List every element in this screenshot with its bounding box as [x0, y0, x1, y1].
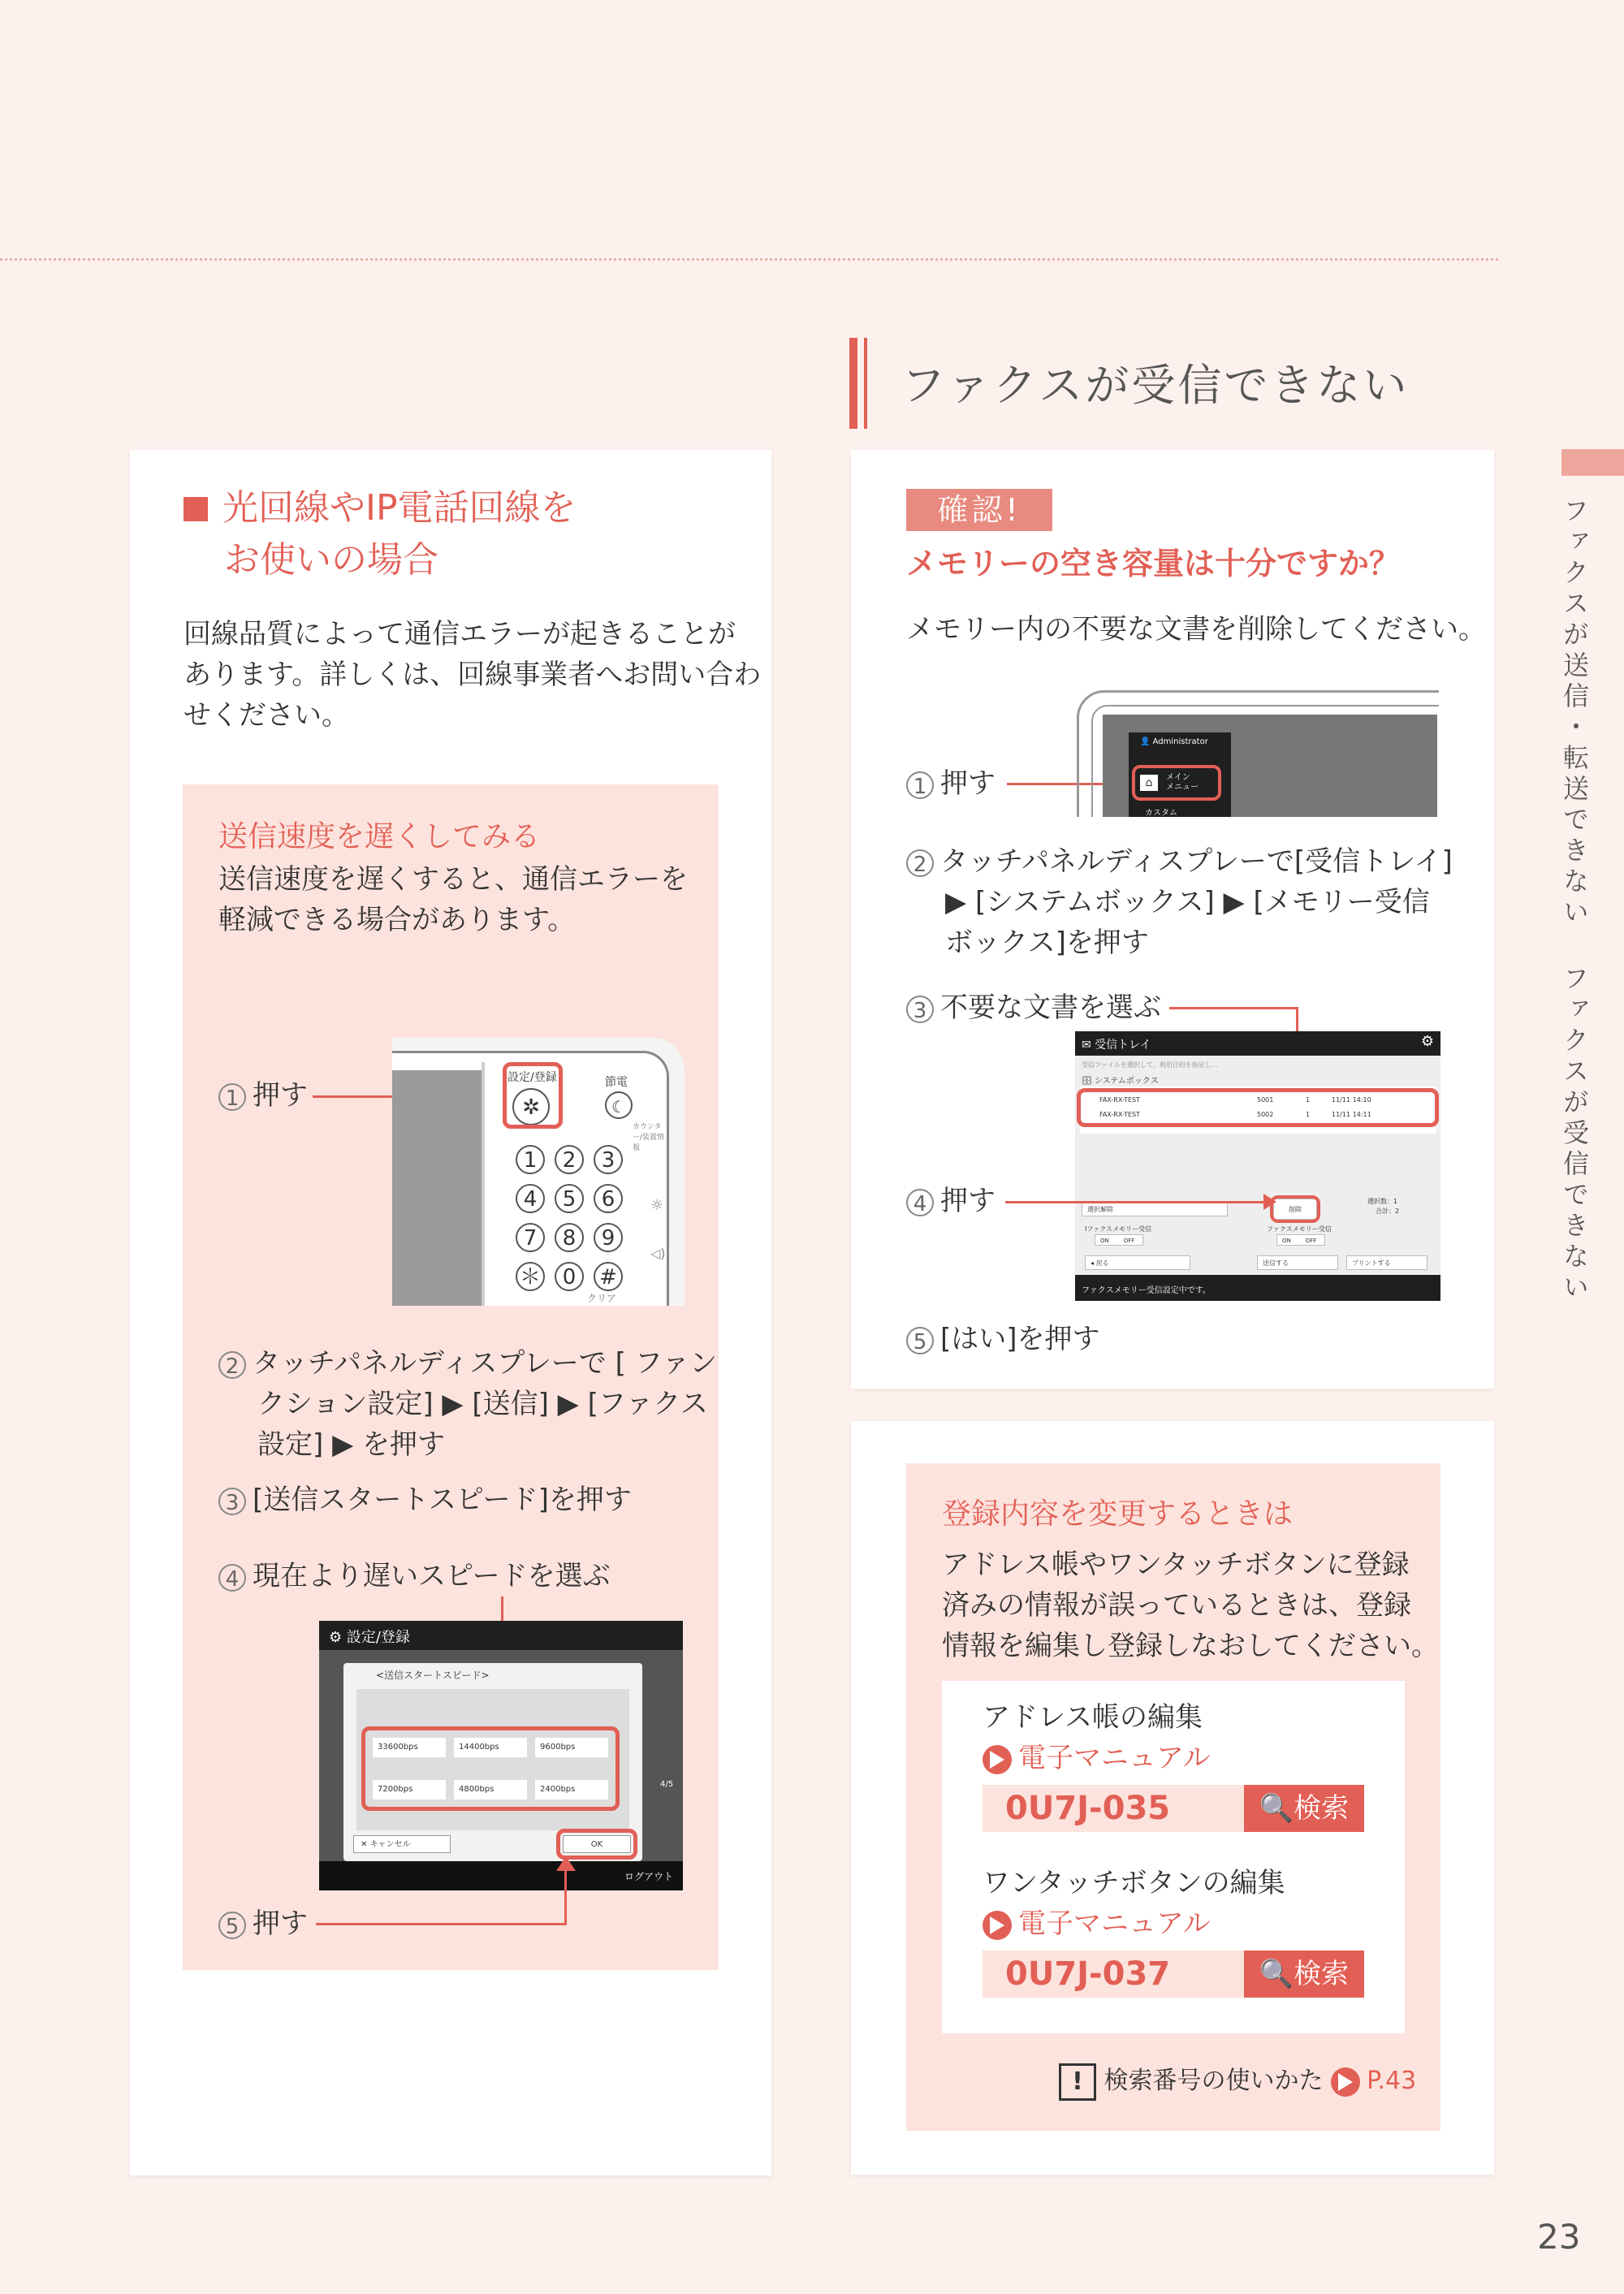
- check-badge: 確認!: [906, 489, 1052, 531]
- inbox-row-2-time: 11/11 14:11: [1332, 1111, 1371, 1118]
- speed-options-highlight: [361, 1726, 620, 1811]
- custom-label: カスタム: [1145, 809, 1177, 817]
- left-body: 回線品質によって通信エラーが起きることが あります。詳しくは、回線事業者へお問い合わ せください。: [184, 618, 762, 732]
- key-5[interactable]: 5: [555, 1184, 584, 1213]
- onetouch-code: 0U7J-037: [1005, 1955, 1171, 1993]
- mem-step-3-line: [1169, 1007, 1298, 1009]
- inbox-row-1-name[interactable]: FAX-RX-TEST: [1099, 1096, 1141, 1104]
- onetouch-id-box: [983, 1951, 1364, 1998]
- edit-title: 登録内容を変更するときは: [942, 1497, 1294, 1531]
- ok-highlight: [556, 1829, 637, 1860]
- side-index-item-2: ファクスが受信できない: [1559, 965, 1590, 1304]
- book-icon: !: [1059, 2063, 1096, 2101]
- side-index-item-1: ファクスが送信・転送できない: [1559, 497, 1590, 929]
- logout-label[interactable]: ログアウト: [624, 1871, 673, 1882]
- memory-panel: [851, 450, 1494, 1389]
- mem-step-4: 4 押す: [906, 1181, 996, 1221]
- page-number: 23: [1537, 2217, 1581, 2257]
- step-3: 3 [送信スタートスピード]を押す: [218, 1480, 632, 1520]
- cancel-button[interactable]: ✕ キャンセル: [353, 1835, 451, 1853]
- key-3[interactable]: 3: [594, 1145, 623, 1174]
- back-button[interactable]: ◂ 戻る: [1085, 1255, 1190, 1270]
- address-book-manual-link[interactable]: 電子マニュアル: [983, 1738, 1211, 1778]
- inbox-screenshot: [1075, 1031, 1440, 1301]
- tip-box: [183, 784, 719, 1970]
- settings-gear-icon[interactable]: ✲: [512, 1088, 550, 1125]
- print-button[interactable]: プリントする: [1346, 1255, 1427, 1270]
- mem-step-3: 3 不要な文書を選ぶ: [906, 987, 1161, 1028]
- delete-highlight: [1270, 1195, 1320, 1223]
- system-box-label: 🗄 システムボックス: [1082, 1077, 1159, 1086]
- section-title: ファクスが受信できない: [901, 360, 1410, 411]
- key-8[interactable]: 8: [555, 1223, 584, 1252]
- left-panel: [130, 450, 771, 2175]
- edit-box: [906, 1463, 1440, 2131]
- clear-label: クリア: [587, 1293, 617, 1304]
- key-9[interactable]: 9: [594, 1223, 623, 1252]
- memory-question: メモリーの空き容量は十分ですか？: [906, 546, 1401, 581]
- left-heading: 光回線やIP電話回線を お使いの場合: [184, 482, 577, 586]
- menu-user: 👤 Administrator: [1140, 737, 1208, 746]
- step-4: 4 現在より遅いスピードを選ぶ: [218, 1556, 611, 1596]
- step-2: 2 タッチパネルディスプレーで [ ファン クション設定] ▶ [送信] ▶ [ファクス 設定] ▶ を押す: [218, 1343, 717, 1465]
- address-book-id-box: [983, 1785, 1364, 1832]
- speed-option-4800[interactable]: 4800bps: [454, 1780, 527, 1799]
- home-icon: ⌂: [1140, 775, 1158, 791]
- key-7[interactable]: 7: [516, 1223, 545, 1252]
- tip-title: 送信速度を遅くしてみる: [218, 820, 541, 853]
- side-index-tab: [1561, 449, 1624, 476]
- selected-count: 選択数：1: [1367, 1198, 1398, 1205]
- faxmem-toggle[interactable]: ON OFF: [1276, 1234, 1325, 1246]
- inbox-gear-icon[interactable]: ⚙: [1420, 1033, 1434, 1050]
- step-1: 1 押す: [218, 1075, 308, 1116]
- inbox-row-2-pages: 1: [1306, 1111, 1311, 1118]
- step-5: 5 押す: [218, 1903, 308, 1944]
- control-panel-illustration: [392, 1038, 685, 1306]
- address-book-search-button[interactable]: 🔍検索: [1244, 1785, 1364, 1832]
- total-count: 合計：2: [1376, 1207, 1400, 1215]
- speed-option-14400[interactable]: 14400bps: [454, 1738, 527, 1757]
- side-index: [1557, 497, 1592, 1340]
- arrow-right-icon: [1331, 2067, 1360, 2097]
- speed-option-33600[interactable]: 33600bps: [373, 1738, 446, 1757]
- section-title-bar-thin: [864, 338, 867, 429]
- speed-option-2400[interactable]: 2400bps: [535, 1780, 608, 1799]
- display-area: [392, 1070, 482, 1306]
- main-menu-highlight: [1132, 765, 1221, 801]
- mem-step-5: 5 [はい]を押す: [906, 1319, 1100, 1359]
- page-indicator: 4/5: [660, 1780, 674, 1789]
- section-title-bar: [849, 338, 857, 429]
- faxmem-label: ファクスメモリー受信: [1267, 1225, 1332, 1233]
- settings-label: 設定/登録: [508, 1071, 557, 1084]
- search-number-guide[interactable]: ! 検索番号の使いかた P.43: [1059, 2061, 1416, 2102]
- step-5-line: [316, 1923, 566, 1925]
- speed-option-9600[interactable]: 9600bps: [535, 1738, 608, 1757]
- mem-step-1: 1 押す: [906, 763, 996, 804]
- speed-screenshot: [319, 1621, 683, 1890]
- edit-body: アドレス帳やワンタッチボタンに登録 済みの情報が誤っているときは、登録 情報を編集し登録しなおしてください。: [942, 1549, 1439, 1662]
- counter-label: カウンター/装置情報: [633, 1123, 665, 1152]
- heading-square-icon: [184, 497, 208, 521]
- edit-panel: [851, 1421, 1494, 2175]
- power-save-label: 節電: [605, 1076, 628, 1089]
- step-5-arrowhead: [556, 1856, 576, 1871]
- main-menu-label[interactable]: メイン メニュー: [1166, 773, 1199, 792]
- onetouch-manual-link[interactable]: 電子マニュアル: [983, 1903, 1211, 1944]
- inbox-status: ファクスメモリー受信設定中です。: [1082, 1286, 1211, 1295]
- arrow-right-icon: [983, 1745, 1012, 1774]
- volume-icon: ◁): [650, 1246, 666, 1261]
- inbox-row-1-id: 5001: [1257, 1096, 1274, 1104]
- inbox-title: ✉ 受信トレイ: [1082, 1039, 1151, 1052]
- key-asterisk[interactable]: ＊: [516, 1262, 545, 1291]
- key-1[interactable]: 1: [516, 1145, 545, 1174]
- speed-screen-title: ⚙ 設定/登録: [329, 1629, 410, 1646]
- key-hash[interactable]: #: [594, 1262, 623, 1291]
- inbox-row-1-time: 11/11 14:10: [1332, 1096, 1371, 1104]
- address-book-code: 0U7J-035: [1005, 1790, 1171, 1827]
- menu-illustration: [1077, 690, 1439, 817]
- memory-body: メモリー内の不要な文書を削除してください。: [906, 613, 1486, 646]
- arrow-right-icon: [983, 1911, 1012, 1940]
- step-5-vline: [564, 1869, 567, 1925]
- inbox-rows-highlight: [1077, 1088, 1439, 1127]
- inbox-row-2-id: 5002: [1257, 1111, 1274, 1118]
- links-box: [942, 1681, 1405, 2033]
- inbox-row-2-name[interactable]: FAX-RX-TEST: [1099, 1111, 1141, 1118]
- onetouch-label: ワンタッチボタンの編集: [983, 1867, 1285, 1899]
- key-0[interactable]: 0: [555, 1262, 584, 1291]
- imem-toggle[interactable]: ON OFF: [1095, 1234, 1143, 1246]
- power-save-icon[interactable]: ☾: [605, 1091, 633, 1119]
- speed-dialog: [343, 1663, 642, 1861]
- speed-option-7200[interactable]: 7200bps: [373, 1780, 446, 1799]
- key-4[interactable]: 4: [516, 1184, 545, 1213]
- send-button[interactable]: 送信する: [1257, 1255, 1338, 1270]
- onetouch-search-button[interactable]: 🔍検索: [1244, 1951, 1364, 1998]
- key-6[interactable]: 6: [594, 1184, 623, 1213]
- inbox-row-1-pages: 1: [1306, 1096, 1311, 1104]
- key-2[interactable]: 2: [555, 1145, 584, 1174]
- mem-step-4-arrow: [1005, 1201, 1265, 1203]
- brightness-icon: ☼: [650, 1197, 664, 1214]
- address-book-label: アドレス帳の編集: [983, 1701, 1203, 1734]
- imem-label: Iファクスメモリー受信: [1085, 1225, 1152, 1233]
- inbox-hint: 受信ファイルを選択して、利用目的を指定し…: [1082, 1061, 1218, 1069]
- mem-step-2: 2 タッチパネルディスプレーで[受信トレイ] ▶ [システムボックス] ▶ [メモリー受信 ボックス]を押す: [906, 841, 1453, 963]
- delete-button[interactable]: 削除: [1273, 1199, 1317, 1220]
- dialog-title: <送信スタートスピード>: [376, 1670, 490, 1681]
- select-clear-button[interactable]: 選択解除: [1082, 1202, 1228, 1216]
- settings-highlight: [503, 1062, 563, 1129]
- tip-body: 送信速度を遅くすると、通信エラーを 軽減できる場合があります。: [218, 863, 688, 936]
- top-dotted-rule: [0, 258, 1498, 261]
- ok-button[interactable]: OK: [563, 1835, 631, 1853]
